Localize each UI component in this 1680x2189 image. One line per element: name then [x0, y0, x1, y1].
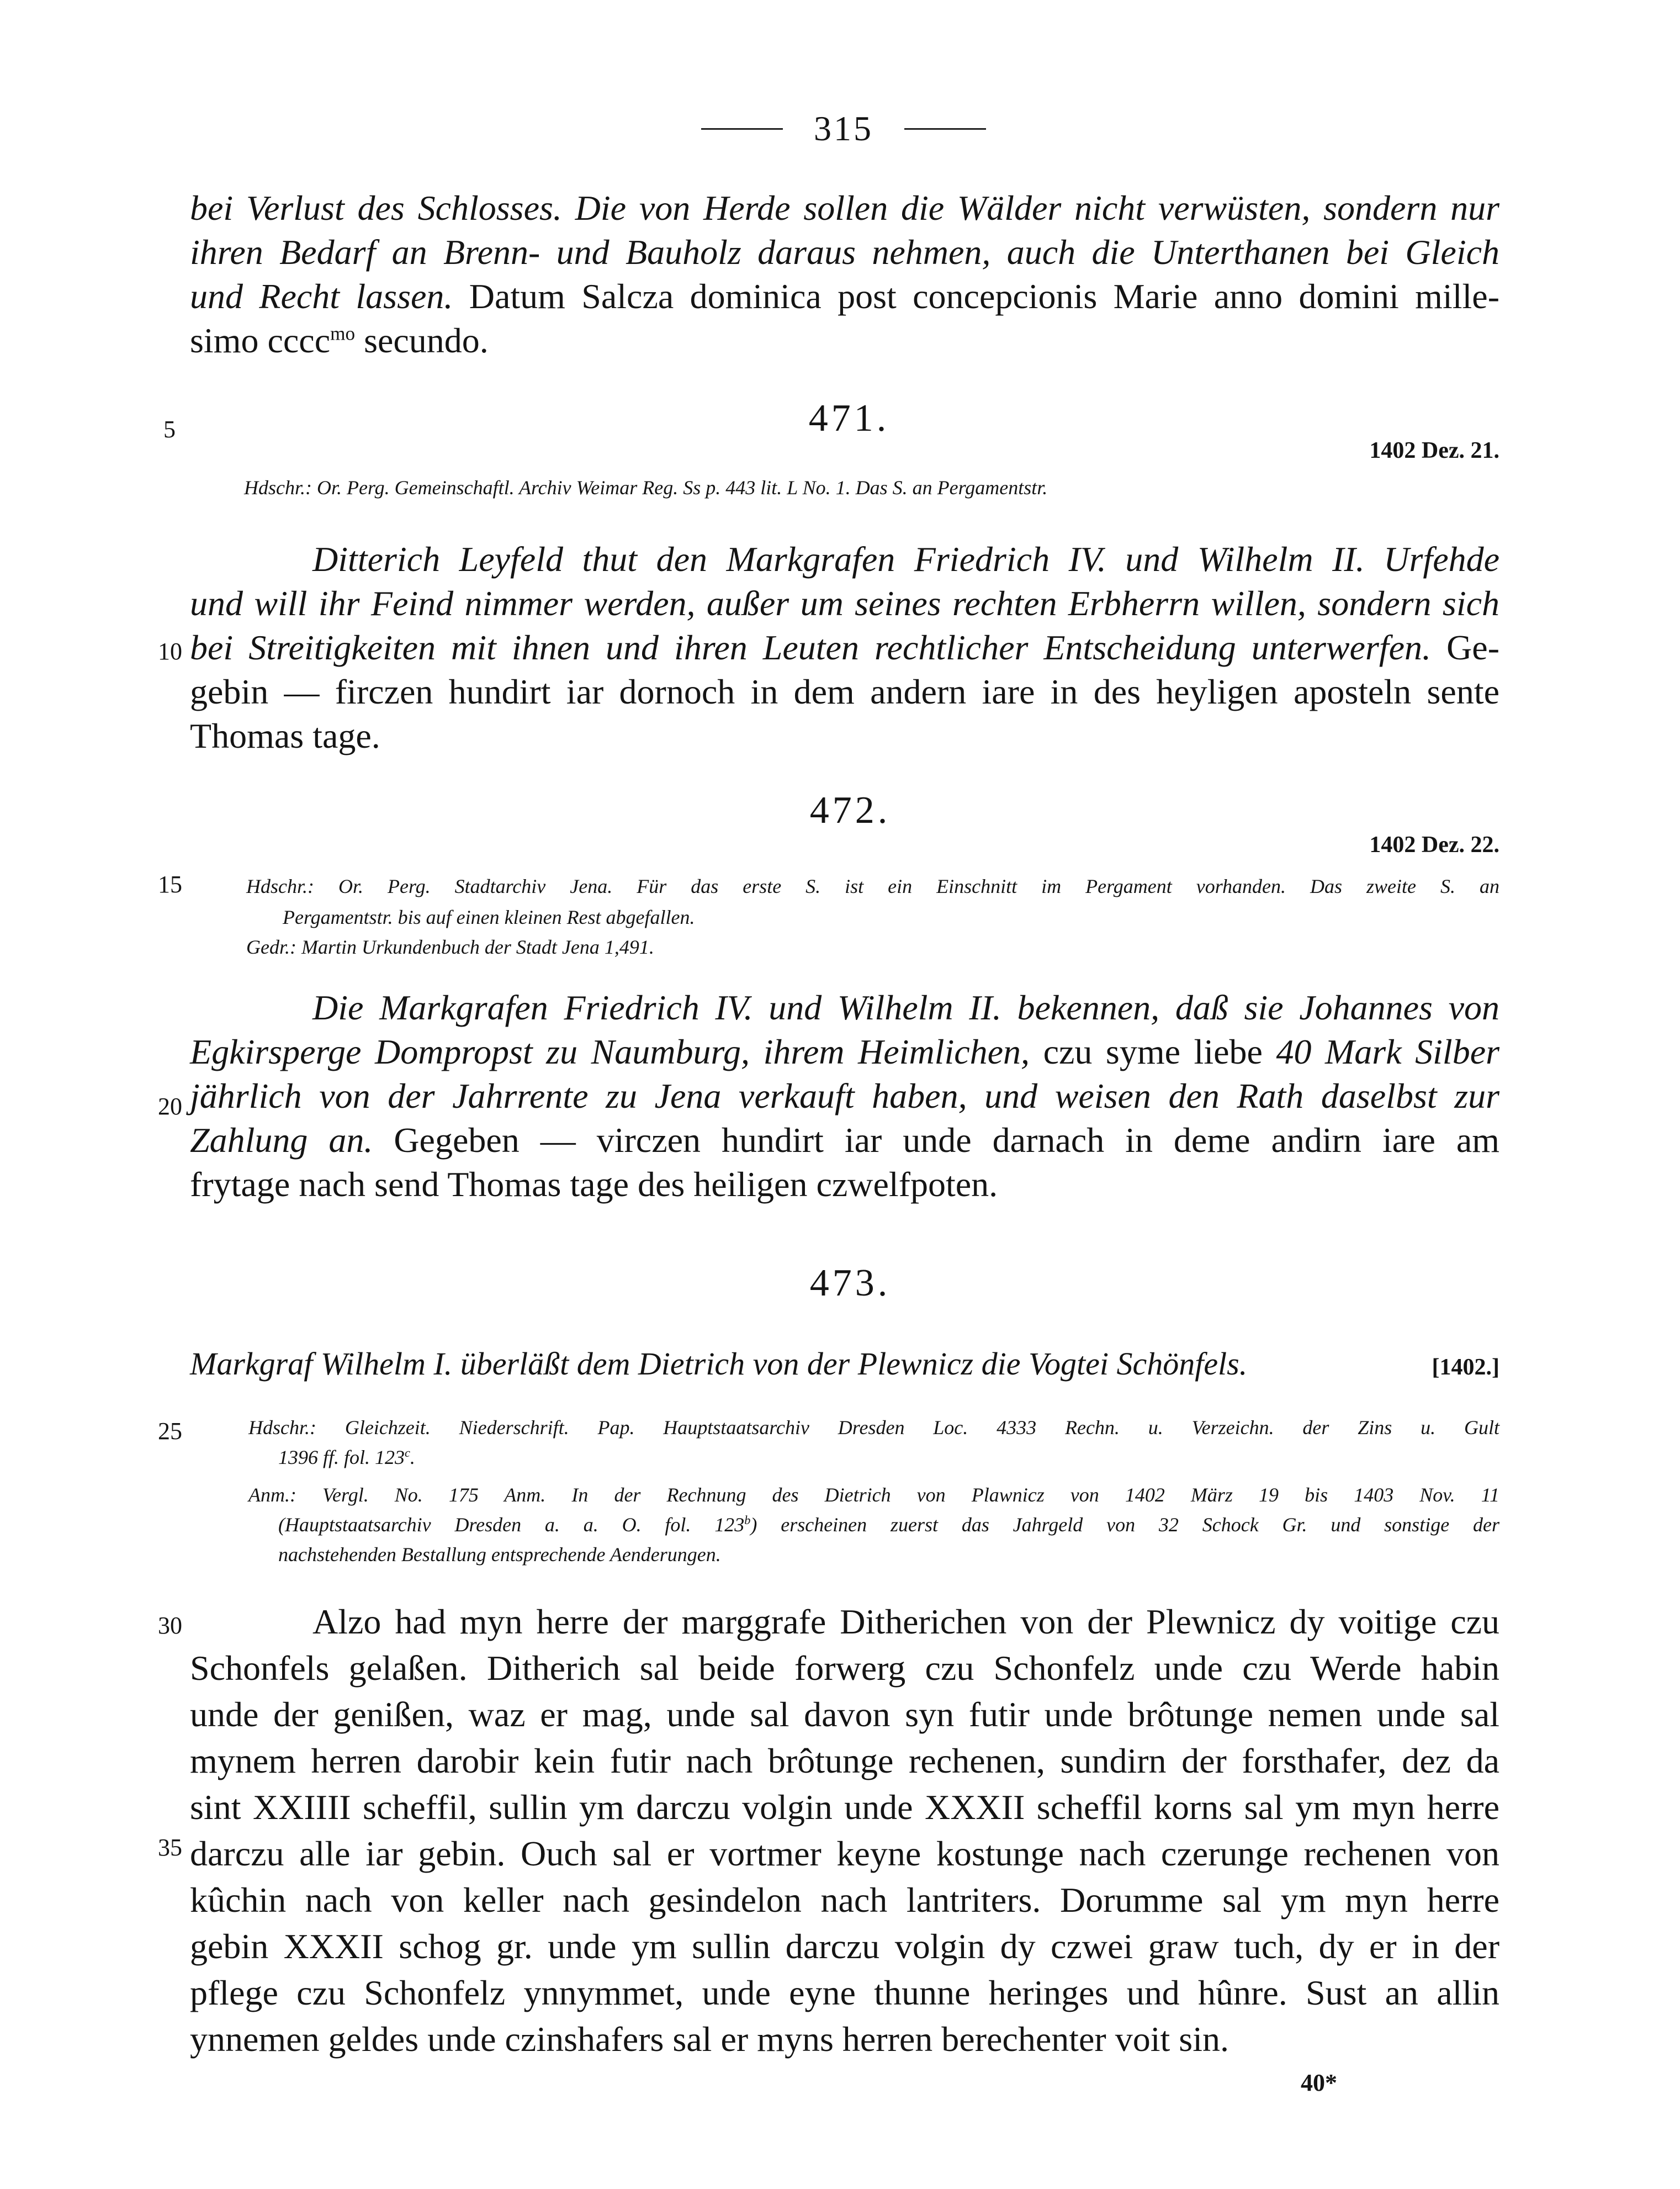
header-rule-right: [904, 128, 986, 130]
text-line-4: mynem herren darobir kein futir nach brôtunge rechenen, sundirn der forsthafer, dez da: [190, 1741, 1499, 1780]
text-line-3: [190, 627, 1499, 668]
document-summary: Markgraf Wilhelm I. überläßt dem Dietrich von der Plewnicz die Vogtei Schönfels.: [190, 1346, 1248, 1382]
summary-line-2: [190, 1032, 1499, 1072]
margin-line-number: 10: [158, 638, 182, 665]
text-line-10: ynnemen geldes unde czinshafers sal er myns herren berechenter voit sin.: [190, 2019, 1229, 2059]
margin-line-number: 30: [158, 1612, 182, 1639]
signature-mark: 40*: [1301, 2069, 1337, 2096]
intro-line-4-b: secundo.: [364, 321, 489, 360]
print-note: Gedr.: Martin Urkundenbuch der Stadt Jena 1,491.: [246, 936, 654, 958]
header-rule-left: [701, 128, 783, 130]
text-line-5: sint XXIIII scheffil, sullin ym darczu volgin unde XXXII scheffil korns sal ym myn herre: [190, 1788, 1499, 1827]
text-line-1: Alzo had myn herre der marggrafe Ditherichen von der Plewnicz dy voitige czu: [312, 1602, 1499, 1641]
source-note-line-1: Hdschr.: Gleichzeit. Niederschrift. Pap. Hauptstaatsarchiv Dresden Loc. 4333 Rechn. u. Verzeichn. der Zins u. Gult: [248, 1416, 1499, 1439]
page-number: 315: [814, 109, 873, 148]
summary-line-1: Die Markgrafen Friedrich IV. und Wilhelm II. bekennen, daß sie Johannes von: [312, 988, 1499, 1027]
document-number: 472.: [809, 789, 891, 832]
summary-line-3: bei Streitigkeiten mit ihnen und ihren Leuten rechtlicher Entscheidung unterwerfen.: [190, 628, 1432, 667]
intro-line-4-sup: mo: [330, 322, 356, 345]
summary-line-2-italic: Egkirsperge Dompropst zu Naumburg, ihrem Heimlichen,: [190, 1032, 1030, 1071]
text-line-3: unde der genißen, waz er mag, unde sal davon syn futir unde brôtunge nemen unde sal: [190, 1695, 1499, 1734]
document-number: 473.: [809, 1262, 891, 1304]
margin-line-number: 25: [158, 1418, 182, 1445]
text-line-3-rest: Ge-: [1446, 628, 1500, 667]
intro-line-4-a: simo cccc: [190, 321, 331, 360]
text-line-2: Schonfels gelaßen. Ditherich sal beide forwerg czu Schonfelz unde czu Werde habin: [190, 1648, 1499, 1688]
document-date: 1402 Dez. 22.: [1369, 832, 1499, 858]
document-date: [1402.]: [1432, 1355, 1499, 1380]
summary-line-4: Zahlung an.: [190, 1120, 373, 1160]
text-line-9: pflege czu Schonfelz ynnymmet, unde eyne thunne heringes und hûnre. Sust an allin: [190, 1973, 1499, 2012]
text-line-8: gebin XXXII schog gr. unde ym sullin darczu volgin dy czwei graw tuch, dy er in der: [190, 1927, 1499, 1966]
annotation-line-3: nachstehenden Bestallung entsprechende Aenderungen.: [278, 1543, 721, 1566]
document-number: 471.: [808, 397, 890, 440]
text-line-4-rest: Gegeben — virczen hundirt iar unde darnach in deme andirn iare am: [394, 1120, 1499, 1160]
summary-line-2: und will ihr Feind nimmer werden, außer um seines rechten Erbherrn willen, sondern sich: [190, 584, 1499, 623]
document-date: 1402 Dez. 21.: [1369, 438, 1499, 463]
annotation-line-1: Anm.: Vergl. No. 175 Anm. In der Rechnung des Dietrich von Plawnicz von 1402 März 19 bis 1403 Nov. 11: [248, 1484, 1499, 1506]
intro-line-1: bei Verlust des Schlosses. Die von Herde sollen die Wälder nicht verwüsten, sondern nur: [190, 188, 1499, 228]
intro-line-3-rest: Datum Salcza dominica post concepcionis Marie anno domini mille-: [469, 277, 1499, 316]
text-line-5: Thomas tage.: [190, 716, 380, 755]
summary-line-2-plain: czu syme liebe: [1043, 1032, 1263, 1071]
annotation-ref: (Hauptstaatsarchiv Dresden a. a. O. fol. 123: [278, 1514, 745, 1536]
text-line-4: gebin — firczen hundirt iar dornoch in dem andern iare in des heyligen aposteln sente: [190, 672, 1499, 711]
text-line-7: kûchin nach von keller nach gesindelon nach lantriters. Dorumme sal ym myn herre: [190, 1880, 1499, 1920]
annotation-line-2: [278, 1513, 1499, 1536]
source-note-sup: c: [405, 1446, 410, 1460]
source-note-line-2: Pergamentstr. bis auf einen kleinen Rest abgefallen.: [283, 906, 695, 928]
page-header: [697, 108, 990, 149]
margin-line-number: 20: [158, 1093, 182, 1120]
source-note-end: .: [410, 1446, 415, 1468]
intro-line-4: [190, 320, 489, 361]
intro-line-3-italic: und Recht lassen.: [190, 277, 453, 316]
annotation-rest: ) erscheinen zuerst das Jahrgeld von 32 Schock Gr. und sonstige der: [750, 1514, 1499, 1536]
margin-line-number: 35: [158, 1834, 182, 1861]
intro-line-3: [190, 276, 1499, 317]
text-line-5: frytage nach send Thomas tage des heiligen czwelfpoten.: [190, 1165, 998, 1204]
summary-line-3: jährlich von der Jahrrente zu Jena verkauft haben, und weisen den Rath daselbst zur: [190, 1076, 1499, 1115]
summary-line-1: Ditterich Leyfeld thut den Markgrafen Friedrich IV. und Wilhelm II. Urfehde: [312, 540, 1499, 579]
text-line-6: darczu alle iar gebin. Ouch sal er vortmer keyne kostunge nach czerunge rechenen von: [190, 1834, 1499, 1873]
margin-line-number: 15: [158, 871, 182, 898]
source-note-ref: 1396 ff. fol. 123: [278, 1446, 405, 1468]
margin-line-number: 5: [163, 416, 176, 443]
source-note-line-2: [278, 1446, 415, 1469]
text-line-4: [190, 1120, 1499, 1161]
annotation-sup: b: [744, 1513, 751, 1527]
summary-line-2-end: 40 Mark Silber: [1276, 1032, 1499, 1071]
source-note: Hdschr.: Or. Perg. Gemeinschaftl. Archiv Weimar Reg. Ss p. 443 lit. L No. 1. Das S. an Pergamentstr.: [244, 477, 1048, 499]
intro-line-2: ihren Bedarf an Brenn- und Bauholz daraus nehmen, auch die Unterthanen bei Gleich: [190, 232, 1499, 272]
source-note-line-1: Hdschr.: Or. Perg. Stadtarchiv Jena. Für das erste S. ist ein Einschnitt im Pergament vorhanden. Das zweite S. an: [246, 875, 1499, 897]
